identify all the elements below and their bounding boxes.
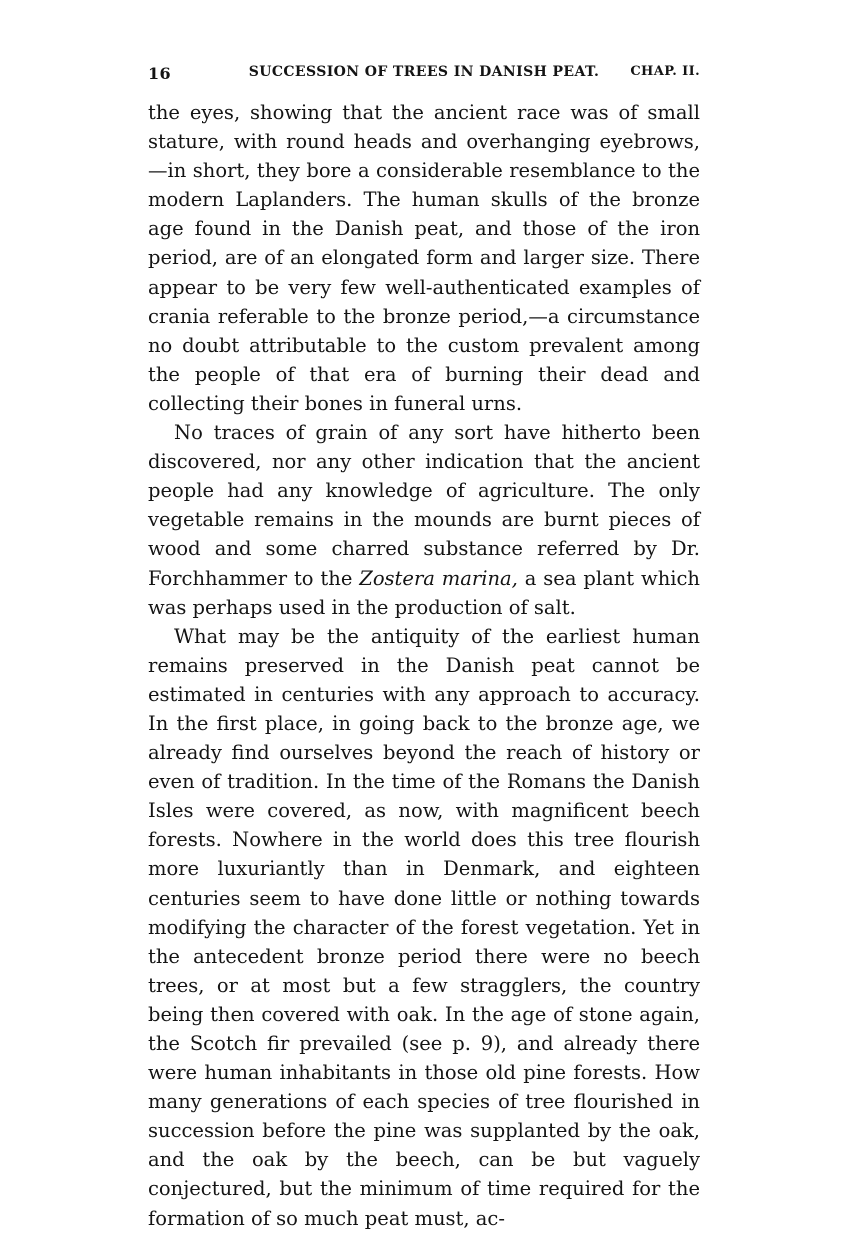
species-name: Zostera marina, [359,566,518,590]
body-text [148,98,700,1233]
paragraph-text: a sea plant which was perhaps used in the production of salt. [148,566,700,619]
running-header [148,64,700,88]
running-title: SUCCESSION OF TREES IN DANISH PEAT. [248,64,600,80]
chapter-reference: CHAP. II. [630,64,700,79]
paragraph: What may be the antiquity of the earliest human remains preserved in the Danish peat cannot be estimated in centuries with any approach to accuracy. In the first place, in going back to the bronze age, we already find ourselves beyond the reach of history or even of tradition. In the time of the Romans the Danish Isles were covered, as now, with magnificent beech forests. Nowhere in the world does this tree flourish more luxuriantly than in Denmark, and eighteen centuries seem to have done little or nothing towards modifying the character of the forest vegetation. Yet in the antecedent bronze period there were no beech trees, or at most but a few stragglers, the country being then covered with oak. In the age of stone again, the Scotch fir prevailed (see p. 9), and already there were human inhabitants in those old pine forests. How many generations of each species of tree flourished in succession before the pine was supplanted by the oak, and the oak by the beech, can be but vaguely conjectured, but the minimum of time required for the formation of so much peat must, ac- [148,624,700,1230]
paragraph-text: No traces of grain of any sort have hitherto been discovered, nor any other indication that the ancient people had any knowledge of agriculture. The only vegetable remains in the mounds are burnt pieces of wood and some charred substance referred by Dr. Forchhammer to the [148,421,700,590]
paragraph: the eyes, showing that the ancient race was of small stature, with round heads and overhanging eyebrows,—in short, they bore a considerable resemblance to the modern Laplanders. The human skulls of the bronze age found in the Danish peat, and those of the iron period, are of an elongated form and larger size. There appear to be very few well-authenticated examples of crania referable to the bronze period,—a circumstance no doubt attributable to the custom prevalent among the people of that era of burning their dead and collecting their bones in funeral urns. [148,101,700,415]
paragraph [148,418,700,622]
page-number: 16 [148,64,172,83]
